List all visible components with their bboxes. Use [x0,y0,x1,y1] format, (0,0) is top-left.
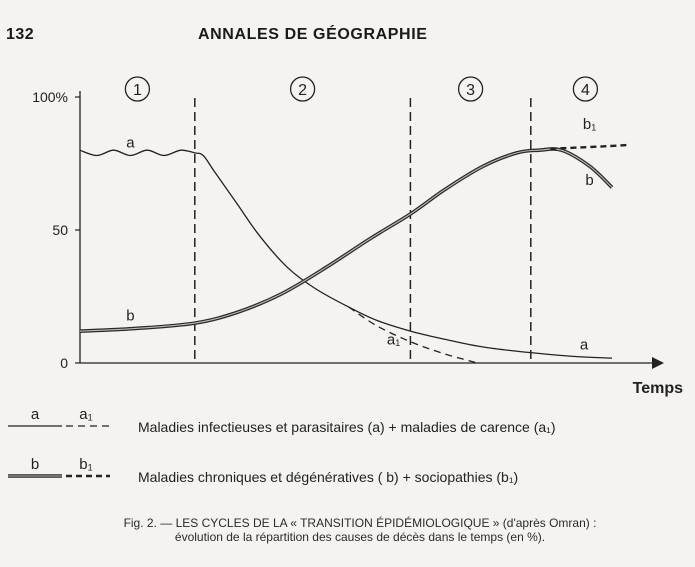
x-axis-arrow [652,357,664,369]
phase-number: 1 [132,82,142,99]
y-tick-label: 100% [32,89,68,105]
legend-text: Maladies chroniques et dégénératives ( b) + sociopathies (b₁) [138,469,519,485]
phase-number: 4 [580,82,590,99]
series-line-b1 [550,145,628,149]
legend-symbol-dashed: a₁ [79,406,93,423]
legend-text: Maladies infectieuses et parasitaires (a) + maladies de carence (a₁) [138,419,556,435]
caption-line-1: Fig. 2. — LES CYCLES DE LA « TRANSITION ÉPIDÉMIOLOGIQUE » (d'après Omran) : [123,516,597,530]
page-number: 132 [6,26,35,43]
series-line-b [80,149,612,331]
series-line-a1 [349,307,478,363]
legend [8,406,556,485]
series-lines [80,145,629,363]
series-line-b-inner [80,149,612,331]
legend-symbol-solid: b [30,456,40,473]
y-tick-label: 0 [60,355,68,371]
legend-symbol-solid: a [30,406,40,423]
y-tick-label: 50 [52,222,68,238]
series-label: a [579,336,589,354]
journal-title: ANNALES DE GÉOGRAPHIE [198,26,428,43]
caption-line-2: évolution de la répartition des causes de décès dans le temps (en %). [174,530,546,544]
series-label: b [126,307,135,325]
phase-number: 3 [466,82,476,99]
series-label: b₁ [582,115,597,133]
series-label: a₁ [386,331,401,349]
series-label: b [585,171,594,189]
phase-dividers [125,77,597,363]
figure-caption [40,516,680,544]
series-label: a [126,134,135,152]
legend-symbol-dashed: b₁ [79,456,93,473]
x-axis-title: Temps [632,380,683,397]
phase-number: 2 [298,82,308,99]
